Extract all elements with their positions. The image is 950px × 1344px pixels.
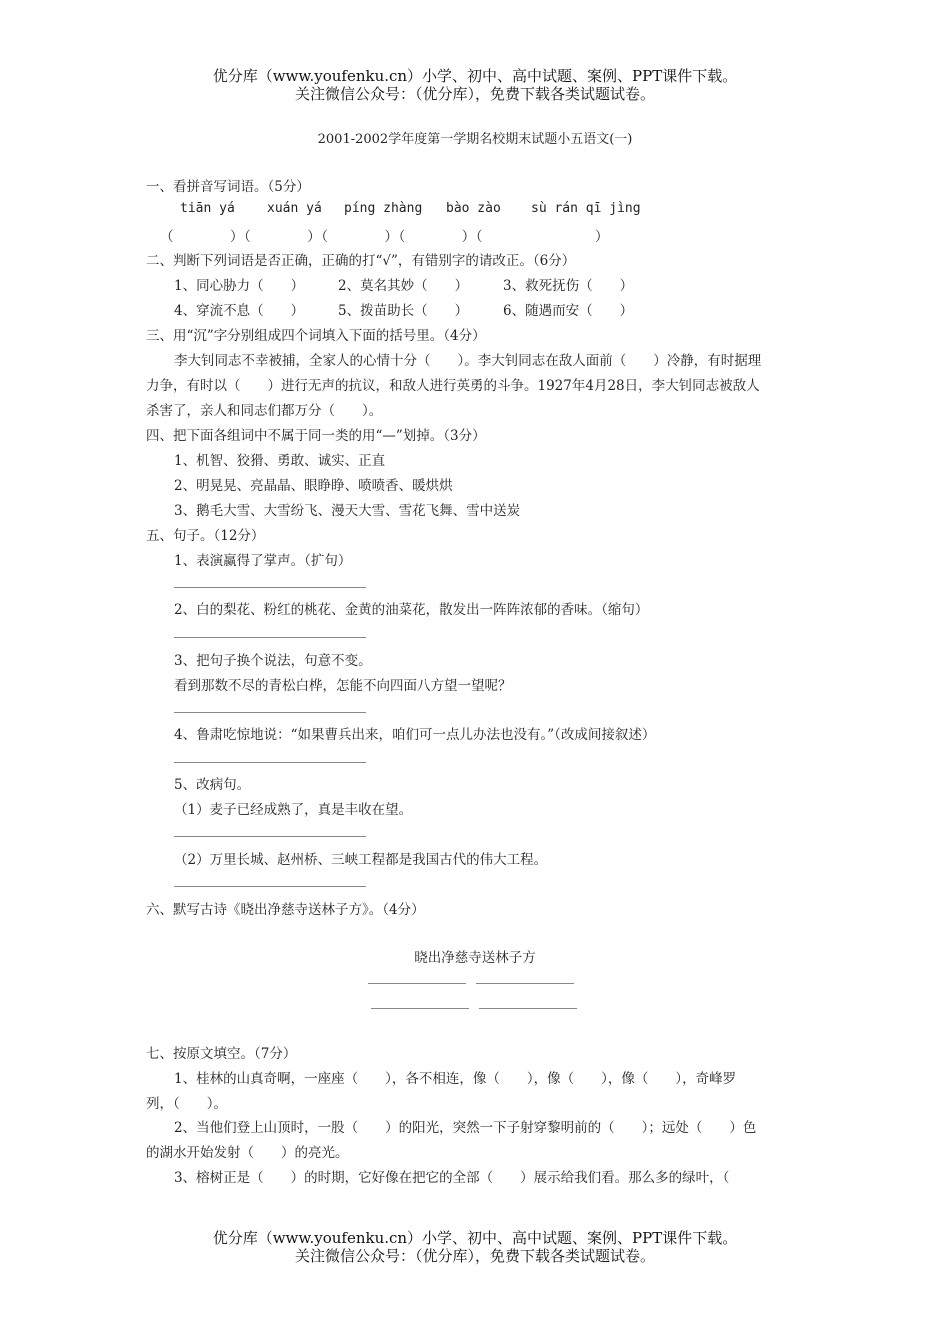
paragraph-line: 力争，有时以（ ）进行无声的抗议，和敌人进行英勇的斗争。1927年4月28日，李大钊同志被敌人 (146, 378, 760, 394)
paragraph-line: 李大钊同志不幸被捕，全家人的心情十分（ ）。李大钊同志在敌人面前（ ）冷静，有时据理 (174, 353, 762, 369)
sentence-task-1: 1、表演赢得了掌声。（扩句） (174, 553, 352, 569)
judge-item-2: 2、莫名其妙（ ） (338, 278, 469, 294)
sentence-task-5: 5、改病句。 (174, 777, 251, 793)
pinyin-2: xuán yá (267, 201, 322, 216)
answer-line (174, 762, 366, 763)
section-2-heading: 二、判断下列词语是否正确，正确的打“√”，有错别字的请改正。（6分） (146, 253, 576, 269)
footer-line-2: 关注微信公众号：（优分库），免费下载各类试题试卷。 (294, 1247, 655, 1265)
paragraph-line: 杀害了，亲人和同志们都万分（ ）。 (146, 403, 383, 419)
poem-line-blank (371, 1008, 469, 1009)
sentence-task-3: 3、把句子换个说法，句意不变。 (174, 653, 372, 669)
poem-line-blank (476, 983, 574, 984)
fill-line: 3、榕树正是（ ）的时期，它好像在把它的全部（ ）展示给我们看。那么多的绿叶，（ (174, 1170, 730, 1186)
header-line-2: 关注微信公众号：（优分库），免费下载各类试题试卷。 (294, 85, 655, 103)
judge-item-6: 6、随遇而安（ ） (503, 303, 634, 319)
answer-line (174, 712, 366, 713)
judge-item-3: 3、救死抚伤（ ） (503, 278, 634, 294)
header-line-1: 优分库（www.youfenku.cn）小学、初中、高中试题、案例、PPT课件下载。 (212, 67, 738, 85)
sentence-task-2: 2、白的梨花、粉红的桃花、金黄的油菜花，散发出一阵阵浓郁的香味。（缩句） (174, 602, 649, 618)
word-group-3: 3、鹅毛大雪、大雪纷飞、漫天大雪、雪花飞舞、雪中送炭 (174, 503, 521, 519)
word-group-1: 1、机智、狡猾、勇敢、诚实、正直 (174, 453, 386, 469)
poem-title: 晓出净慈寺送林子方 (414, 950, 536, 966)
answer-line (174, 886, 366, 887)
pinyin-5: sù rán qī jìng (531, 201, 641, 216)
page-title: 2001-2002学年度第一学期名校期末试题小五语文(一) (317, 132, 633, 147)
section-7-heading: 七、按原文填空。（7分） (146, 1046, 297, 1062)
judge-item-5: 5、拨苗助长（ ） (338, 303, 469, 319)
fill-line: 1、桂林的山真奇啊，一座座（ ），各不相连，像（ ），像（ ），像（ ），奇峰罗 (174, 1071, 737, 1087)
fill-line: 列，（ ）。 (146, 1096, 227, 1112)
answer-line (174, 587, 366, 588)
section-6-heading: 六、默写古诗《晓出净慈寺送林子方》。（4分） (146, 902, 425, 918)
section-3-heading: 三、用“沉”字分别组成四个词填入下面的括号里。（4分） (146, 328, 486, 344)
section-1-heading: 一、看拼音写词语。（5分） (146, 179, 310, 195)
sentence-task-5b: （2）万里长城、赵州桥、三峡工程都是我国古代的伟大工程。 (174, 852, 548, 868)
answer-line (174, 637, 366, 638)
answer-line (174, 836, 366, 837)
sentence-task-5a: （1）麦子已经成熟了，真是丰收在望。 (174, 802, 413, 818)
poem-line-blank (368, 983, 466, 984)
section-4-heading: 四、把下面各组词中不属于同一类的用“—”划掉。（3分） (146, 428, 486, 444)
pinyin-3: píng zhàng (344, 201, 423, 216)
footer-line-1: 优分库（www.youfenku.cn）小学、初中、高中试题、案例、PPT课件下载。 (212, 1229, 738, 1247)
poem-line-blank (479, 1008, 577, 1009)
section-5-heading: 五、句子。（12分） (146, 528, 265, 544)
pinyin-answer-blanks: （ ）（ ）（ ）（ ）（ ） (160, 229, 609, 245)
fill-line: 2、当他们登上山顶时，一股（ ）的阳光，突然一下子射穿黎明前的（ ）；远处（ ）色 (174, 1120, 757, 1136)
sentence-task-4: 4、鲁肃吃惊地说：“如果曹兵出来，咱们可一点儿办法也没有。”（改成间接叙述） (174, 727, 656, 743)
fill-line: 的湖水开始发射（ ）的亮光。 (146, 1145, 349, 1161)
word-group-2: 2、明晃晃、亮晶晶、眼睁睁、喷喷香、暖烘烘 (174, 478, 453, 494)
pinyin-1: tiān yá (180, 201, 235, 216)
pinyin-4: bào zào (446, 201, 501, 216)
judge-item-4: 4、穿流不息（ ） (174, 303, 305, 319)
judge-item-1: 1、同心胁力（ ） (174, 278, 305, 294)
sentence-task-3-text: 看到那数不尽的青松白桦，怎能不向四面八方望一望呢？ (174, 678, 512, 694)
